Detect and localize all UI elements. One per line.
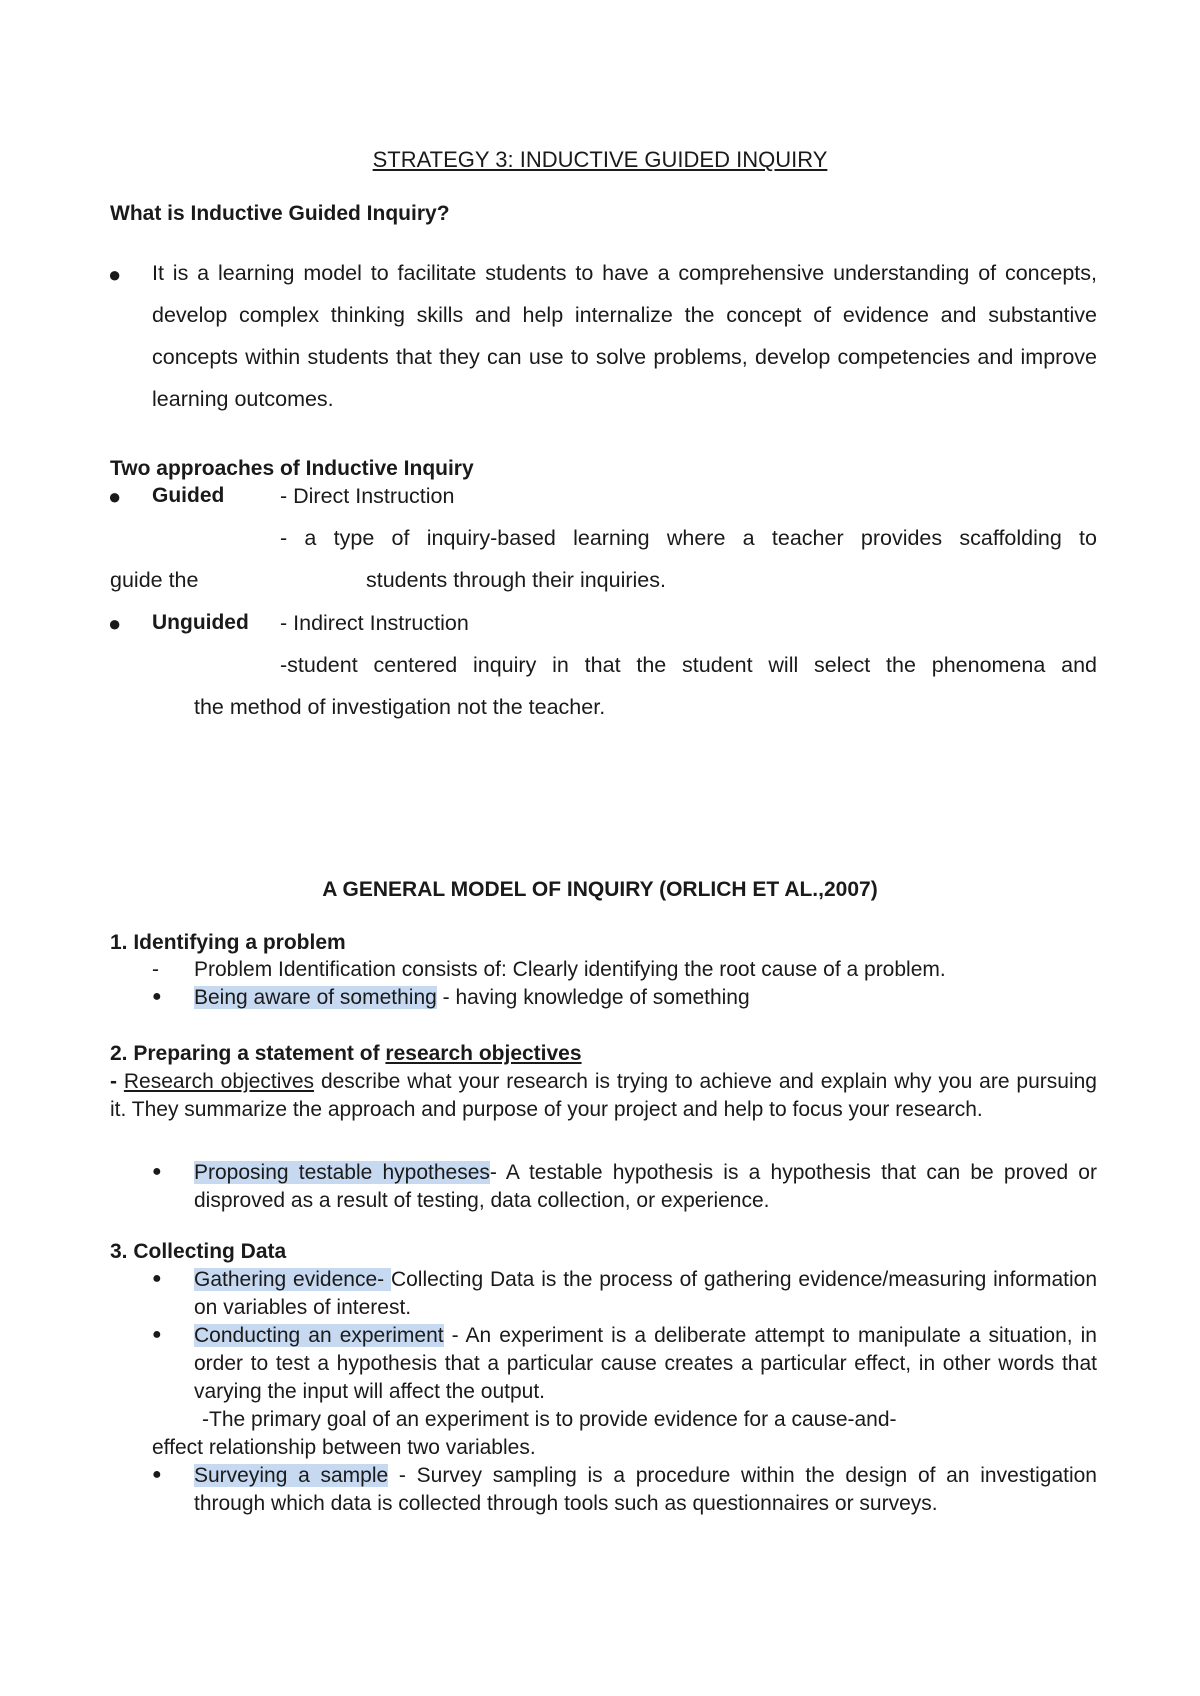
step-1-heading: 1. Identifying a problem — [110, 931, 346, 954]
page-title: STRATEGY 3: INDUCTIVE GUIDED INQUIRY — [372, 147, 828, 172]
guided-description-line-2b: students through their inquiries. — [366, 568, 666, 592]
unguided-description-line-2: the method of investigation not the teacher. — [194, 695, 606, 719]
highlight-surveying-sample: Surveying a sample — [194, 1464, 389, 1487]
unguided-indirect-instruction: - Indirect Instruction — [280, 611, 469, 635]
step-1-item-2: Being aware of something - having knowledge of something — [194, 986, 750, 1009]
guided-description-line-2a: guide the — [110, 568, 199, 592]
step-3-experiment-goal-line-1: -The primary goal of an experiment is to provide evidence for a cause-and- — [202, 1408, 897, 1431]
guided-direct-instruction: - Direct Instruction — [280, 484, 455, 508]
highlight-gathering-evidence: Gathering evidence- — [194, 1268, 391, 1291]
bullet-icon: ● — [152, 988, 162, 1005]
step-3-item-gathering: Gathering evidence- Collecting Data is the process of gathering evidence/measuring information on variables of interest. — [194, 1268, 1097, 1319]
step-3-item-survey: Surveying a sample - Survey sampling is a procedure within the design of an investigation through which data is collected through tools such as questionnaires or surveys. — [194, 1464, 1097, 1515]
step-2-heading: 2. Preparing a statement of research objectives — [110, 1042, 582, 1065]
highlight-conducting-experiment: Conducting an experiment — [194, 1324, 444, 1347]
bullet-icon: ● — [152, 1270, 162, 1287]
bullet-icon: ● — [108, 262, 122, 287]
bullet-icon: ● — [108, 611, 122, 636]
bullet-icon: ● — [108, 484, 122, 509]
step-1-item-1: Problem Identification consists of: Clearly identifying the root cause of a problem. — [194, 958, 946, 981]
highlight-being-aware: Being aware of something — [194, 986, 437, 1009]
bullet-icon: ● — [152, 1163, 162, 1180]
step-2-paragraph: - Research objectives describe what your research is trying to achieve and explain why you are pursuing it. They summarize the approach and purpose of your project and help to focus your research. — [110, 1070, 1097, 1121]
step-3-heading: 3. Collecting Data — [110, 1240, 287, 1263]
step-3-item-experiment: Conducting an experiment - An experiment is a deliberate attempt to manipulate a situation, in order to test a hypothesis that a particular cause creates a particular effect, in other words that varying the input will affect the output. — [194, 1324, 1097, 1403]
dash-bullet: - — [152, 958, 159, 981]
highlight-testable-hypotheses: Proposing testable hypotheses — [194, 1161, 490, 1184]
guided-label: Guided — [152, 484, 225, 507]
step-2-item-hypotheses: Proposing testable hypotheses- A testable hypothesis is a hypothesis that can be proved or disproved as a result of testing, data collection, or experience. — [194, 1161, 1097, 1212]
section-heading-definition: What is Inductive Guided Inquiry? — [110, 202, 450, 225]
bullet-icon: ● — [152, 1326, 162, 1343]
guided-description-line-1: - a type of inquiry-based learning where a teacher provides scaffolding to — [280, 526, 1097, 550]
unguided-label: Unguided — [152, 611, 249, 634]
bullet-icon: ● — [152, 1466, 162, 1483]
section-heading-approaches: Two approaches of Inductive Inquiry — [110, 457, 474, 480]
step-3-experiment-goal-line-2: effect relationship between two variables. — [152, 1436, 536, 1459]
unguided-description-line-1: -student centered inquiry in that the student will select the phenomena and — [280, 653, 1097, 677]
model-title: A GENERAL MODEL OF INQUIRY (ORLICH ET AL.,2007) — [322, 878, 878, 901]
definition-text: It is a learning model to facilitate students to have a comprehensive understanding of concepts, develop complex thinking skills and help internalize the concept of evidence and substantive concepts within students that they can use to solve problems, develop competencies and improve learning outcomes. — [152, 261, 1097, 411]
